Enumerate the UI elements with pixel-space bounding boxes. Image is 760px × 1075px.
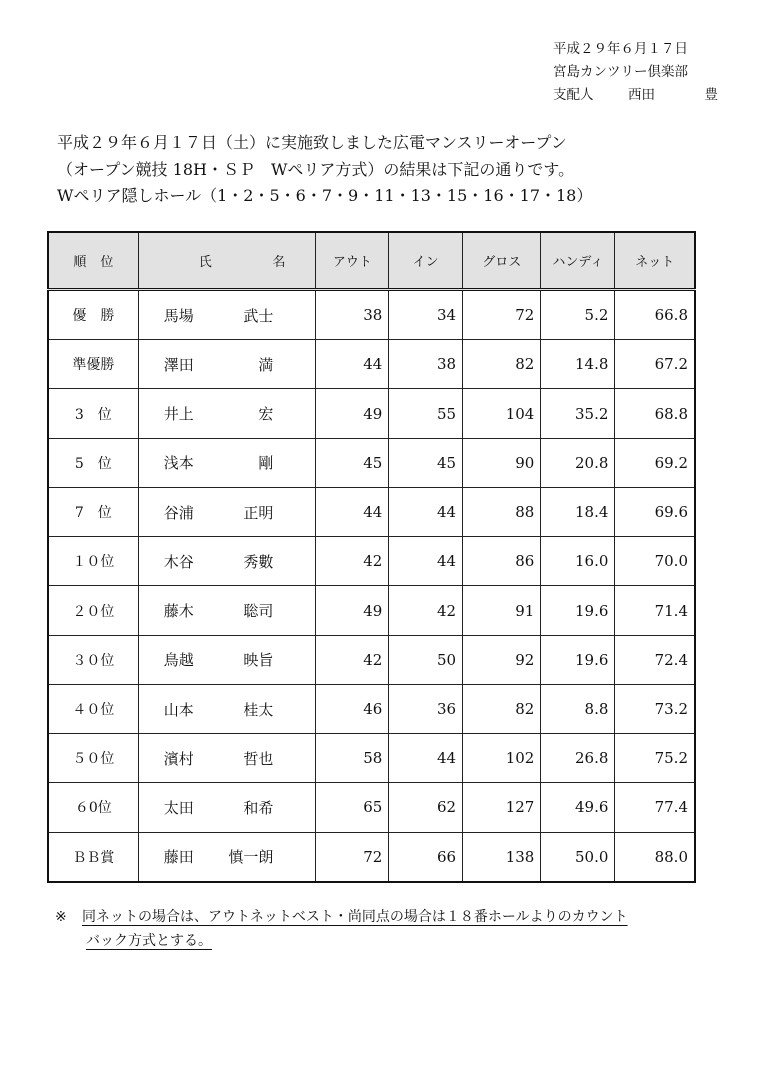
table-row [48,783,695,832]
signer-given-name: 豊 [704,87,718,103]
table-row [48,734,695,783]
rank-cell: ６0位 [48,783,138,832]
name-cell [138,635,316,684]
player-family-name: 山本 [163,700,194,719]
table-row [48,340,695,389]
out-score-cell: 46 [316,684,389,733]
player-given-name: 剛 [258,454,274,473]
player-family-name: 鳥越 [163,651,194,670]
player-family-name: 澤田 [163,355,194,374]
net-score-cell: 69.6 [615,487,695,536]
table-row [48,389,695,438]
gross-score-cell: 102 [463,734,541,783]
header-handicap: ハンディ [541,232,615,290]
table-row [48,537,695,586]
rank-cell: ＢＢ賞 [48,832,138,882]
player-family-name: 太田 [163,798,194,817]
player-given-name: 宏 [258,405,274,424]
header-name-char-1: 氏 [198,255,212,270]
player-given-name: 慎一朗 [228,848,274,867]
net-score-cell: 69.2 [615,438,695,487]
player-given-name: 秀數 [243,552,274,571]
document-date: 平成２９年６月１７日 [553,41,688,57]
player-given-name: 聡司 [243,602,274,621]
signer-name [628,84,718,107]
gross-score-cell: 91 [463,586,541,635]
player-family-name: 藤田 [163,848,194,867]
name-cell [138,290,316,340]
table-row [48,438,695,487]
net-score-cell: 66.8 [615,290,695,340]
rank-cell: 5 位 [48,438,138,487]
name-cell [138,438,316,487]
out-score-cell: 44 [316,487,389,536]
player-family-name: 井上 [163,405,194,424]
header-name-char-2: 名 [272,255,286,270]
rank-cell: ２０位 [48,586,138,635]
out-score-cell: 38 [316,290,389,340]
player-family-name: 浅本 [163,454,194,473]
gross-score-cell: 72 [463,290,541,340]
note-mark: ※ [55,909,67,925]
out-score-cell: 49 [316,389,389,438]
in-score-cell: 34 [389,290,463,340]
handicap-cell: 26.8 [541,734,615,783]
handicap-cell: 5.2 [541,290,615,340]
handicap-cell: 14.8 [541,340,615,389]
in-score-cell: 44 [389,734,463,783]
results-table [47,231,696,883]
document-header [553,38,723,107]
header-rank-char-2: 位 [100,255,114,270]
player-given-name: 映旨 [243,651,274,670]
table-row [48,586,695,635]
name-cell [138,684,316,733]
name-cell [138,537,316,586]
name-cell [138,487,316,536]
signer [553,84,723,107]
out-score-cell: 45 [316,438,389,487]
in-score-cell: 44 [389,487,463,536]
gross-score-cell: 88 [463,487,541,536]
handicap-cell: 35.2 [541,389,615,438]
rank-cell: 7 位 [48,487,138,536]
gross-score-cell: 104 [463,389,541,438]
net-score-cell: 73.2 [615,684,695,733]
out-score-cell: 58 [316,734,389,783]
player-given-name: 武士 [243,306,274,325]
header-rank-char-1: 順 [73,255,87,270]
player-family-name: 谷浦 [163,503,194,522]
player-given-name: 満 [258,355,274,374]
table-row [48,487,695,536]
table-row [48,684,695,733]
in-score-cell: 55 [389,389,463,438]
rank-cell: 3 位 [48,389,138,438]
rank-cell: １０位 [48,537,138,586]
out-score-cell: 72 [316,832,389,882]
intro-line-1: 平成２９年６月１７日（土）に実施致しました広電マンスリーオープン [57,133,567,152]
rank-cell: 優 勝 [48,290,138,340]
player-family-name: 馬場 [163,306,194,325]
player-given-name: 哲也 [243,749,274,768]
gross-score-cell: 138 [463,832,541,882]
net-score-cell: 88.0 [615,832,695,882]
gross-score-cell: 92 [463,635,541,684]
net-score-cell: 67.2 [615,340,695,389]
rank-cell: 準優勝 [48,340,138,389]
in-score-cell: 62 [389,783,463,832]
net-score-cell: 77.4 [615,783,695,832]
header-out: アウト [316,232,389,290]
handicap-cell: 50.0 [541,832,615,882]
player-given-name: 正明 [243,503,274,522]
handicap-cell: 49.6 [541,783,615,832]
name-cell [138,340,316,389]
in-score-cell: 45 [389,438,463,487]
name-cell [138,832,316,882]
gross-score-cell: 82 [463,340,541,389]
out-score-cell: 42 [316,537,389,586]
net-score-cell: 68.8 [615,389,695,438]
in-score-cell: 38 [389,340,463,389]
player-family-name: 濱村 [163,749,194,768]
intro-line-2: （オープン競技 18H・ＳＰ Wペリア方式）の結果は下記の通りです。 [57,159,575,179]
note-line-2: バック方式とする。 [86,933,212,949]
in-score-cell: 42 [389,586,463,635]
signer-role: 支配人 [553,87,594,103]
header-rank [48,232,138,290]
gross-score-cell: 86 [463,537,541,586]
name-cell [138,783,316,832]
gross-score-cell: 127 [463,783,541,832]
intro-text [57,130,737,210]
player-given-name: 桂太 [243,700,274,719]
table-header-row [48,232,695,290]
out-score-cell: 65 [316,783,389,832]
player-given-name: 和希 [243,798,274,817]
net-score-cell: 72.4 [615,635,695,684]
player-family-name: 木谷 [163,552,194,571]
in-score-cell: 50 [389,635,463,684]
rank-cell: ５０位 [48,734,138,783]
name-cell [138,586,316,635]
out-score-cell: 49 [316,586,389,635]
name-cell [138,389,316,438]
net-score-cell: 71.4 [615,586,695,635]
header-gross: グロス [463,232,541,290]
header-in: イン [389,232,463,290]
table-row [48,832,695,882]
note-line-1: 同ネットの場合は、アウトネットベスト・尚同点の場合は１８番ホールよりのカウント [82,909,628,925]
handicap-cell: 19.6 [541,635,615,684]
club-name: 宮島カンツリー倶楽部 [553,64,688,80]
in-score-cell: 44 [389,537,463,586]
gross-score-cell: 82 [463,684,541,733]
in-score-cell: 66 [389,832,463,882]
intro-line-3: Wペリア隠しホール（1・2・5・6・7・9・11・13・15・16・17・18） [57,186,593,205]
header-name [138,232,316,290]
signer-family-name: 西田 [628,87,655,103]
name-cell [138,734,316,783]
table-row [48,290,695,340]
handicap-cell: 8.8 [541,684,615,733]
table-row [48,635,695,684]
gross-score-cell: 90 [463,438,541,487]
header-net: ネット [615,232,695,290]
out-score-cell: 44 [316,340,389,389]
net-score-cell: 75.2 [615,734,695,783]
rank-cell: ３０位 [48,635,138,684]
handicap-cell: 19.6 [541,586,615,635]
handicap-cell: 18.4 [541,487,615,536]
player-family-name: 藤木 [163,602,194,621]
in-score-cell: 36 [389,684,463,733]
rank-cell: ４０位 [48,684,138,733]
handicap-cell: 20.8 [541,438,615,487]
handicap-cell: 16.0 [541,537,615,586]
net-score-cell: 70.0 [615,537,695,586]
out-score-cell: 42 [316,635,389,684]
